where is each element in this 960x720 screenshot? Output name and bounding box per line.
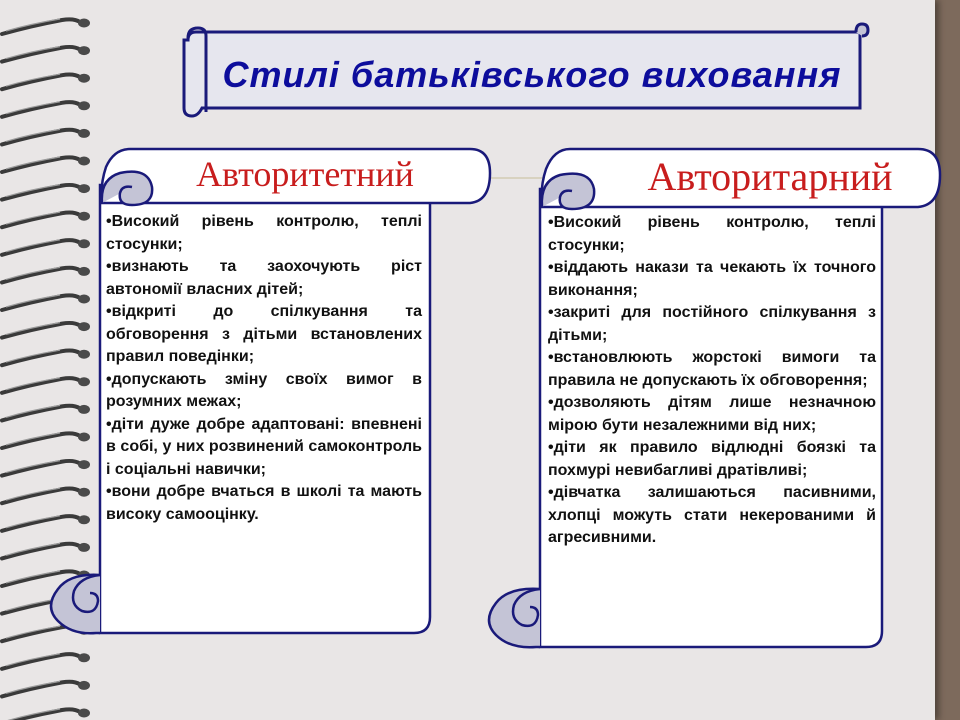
list-item: •діти дуже добре адаптовані: впевнені в собі, у них розвинений самоконтроль і соціальні навички;: [106, 415, 422, 478]
binding-ring: [2, 653, 90, 669]
list-item: •відкриті до спілкування та обговорення з дітьми встановлених правил поведінки;: [106, 303, 422, 365]
binding-ring: [2, 74, 90, 90]
list-item: •дозволяють дітям лише незначною мірою бути незалежними від них;: [548, 394, 876, 434]
binding-ring: [2, 101, 90, 117]
right-card-body: [548, 212, 876, 550]
list-item: •встановлюють жорстокі вимоги та правила не допускають їх обговорення;: [548, 349, 876, 389]
left-card-body: [106, 211, 422, 526]
list-item: •діти як правило відлюдні боязкі та похмурі невибагливі дратівливі;: [548, 439, 876, 479]
binding-ring: [2, 46, 90, 62]
list-item: •визнають та заохочують ріст автономії власних дітей;: [106, 258, 422, 298]
slide-title: Стилі батьківського виховання: [222, 54, 842, 95]
right-card-heading: Авторитарний: [647, 154, 893, 199]
list-item: •Високий рівень контролю, теплі стосунки;: [548, 214, 876, 254]
list-item: •Високий рівень контролю, теплі стосунки;: [106, 213, 422, 253]
list-item: •допускають зміну своїх вимог в розумних межах;: [106, 370, 422, 410]
list-item: •закриті для постійного спілкування з дітьми;: [548, 304, 876, 344]
binding-ring: [2, 129, 90, 145]
binding-ring: [2, 19, 90, 35]
list-item: •дівчатка залишаються пасивними, хлопці можуть стати некерованими й агресивними.: [548, 484, 876, 546]
left-card-heading: Авторитетний: [196, 154, 414, 194]
binding-ring: [2, 709, 90, 720]
list-item: •вони добре вчаться в школі та мають високу самооцінку.: [106, 483, 422, 523]
list-item: •віддають накази та чекають їх точного виконання;: [548, 259, 876, 299]
binding-ring: [2, 681, 90, 697]
